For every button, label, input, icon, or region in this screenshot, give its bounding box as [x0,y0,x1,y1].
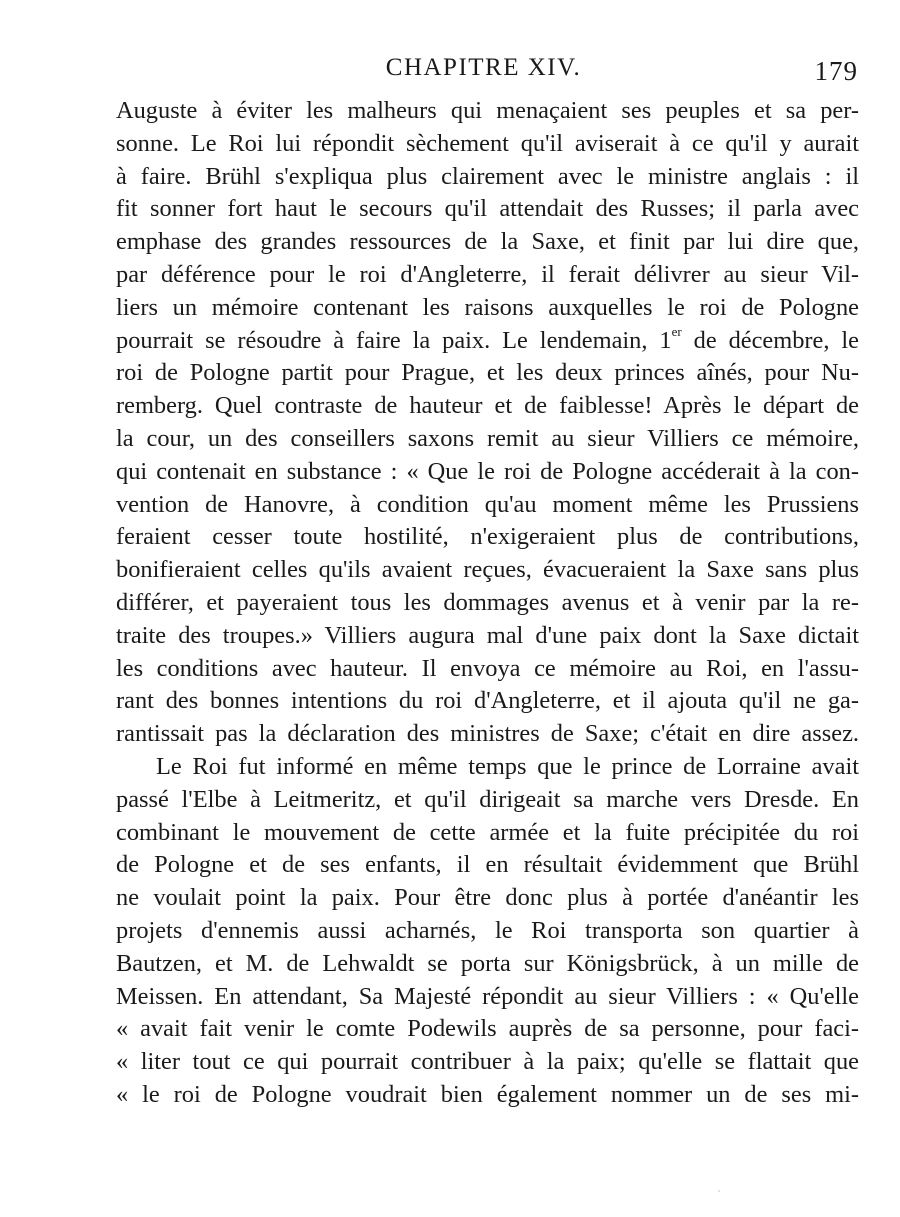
text-line: Auguste à éviter les malheurs qui menaçaient ses peuples et sa per- [116,97,859,124]
text-line: différer, et payeraient tous les dommages avenus et à venir par la re- [116,588,859,616]
text-line: par déférence pour le roi d'Angleterre, il ferait délivrer au sieur Vil- [116,260,859,288]
text-line: fit sonner fort haut le secours qu'il attendait des Russes; il parla avec [116,195,859,223]
text-line: sonne. Le Roi lui répondit sèchement qu'il aviserait à ce qu'il y aurait [116,129,859,157]
paragraph-first-line: Le Roi fut informé en même temps que le prince de Lorraine avait [156,752,859,780]
text-line: « avait fait venir le comte Podewils auprès de sa personne, pour faci- [116,1015,859,1043]
text-line: qui contenait en substance : « Que le roi de Pologne accéderait à la con- [116,457,859,485]
text-line: traite des troupes.» Villiers augura mal d'une paix dont la Saxe dictait [116,621,859,649]
text-segment: pourrait se résoudre à faire la paix. Le lendemain, 1 [116,326,672,354]
text-line: à faire. Brühl s'expliqua plus clairement avec le ministre anglais : il [116,162,859,190]
text-line [116,325,859,358]
text-line: remberg. Quel contraste de hauteur et de faiblesse! Après le départ de [116,392,859,420]
text-line: vention de Hanovre, à condition qu'au moment même les Prussiens [116,490,859,518]
page-number: 179 [814,56,858,86]
text-line: rant des bonnes intentions du roi d'Angleterre, et il ajouta qu'il ne ga- [116,687,859,715]
text-line: liers un mémoire contenant les raisons auxquelles le roi de Pologne [116,293,859,321]
text-line: la cour, un des conseillers saxons remit au sieur Villiers ce mémoire, [116,424,859,452]
text-line: rantissait pas la déclaration des ministres de Saxe; c'était en dire assez. [116,720,859,748]
text-line: bonifieraient celles qu'ils avaient reçues, évacueraient la Saxe sans plus [116,556,859,584]
text-line: roi de Pologne partit pour Prague, et les deux princes aînés, pour Nu- [116,359,859,387]
text-line: « liter tout ce qui pourrait contribuer à la paix; qu'elle se flattait que [116,1048,859,1076]
text-line: Meissen. En attendant, Sa Majesté répondit au sieur Villiers : « Qu'elle [116,982,859,1010]
paper-speck [718,1190,720,1192]
text-line: passé l'Elbe à Leitmeritz, et qu'il dirigeait sa marche vers Dresde. En [116,785,859,813]
text-line: feraient cesser toute hostilité, n'exigeraient plus de contributions, [116,523,859,551]
text-line: combinant le mouvement de cette armée et la fuite précipitée du roi [116,818,859,846]
chapter-title: CHAPITRE XIV. [385,54,582,81]
text-segment: de décembre, le [681,326,859,354]
text-line: de Pologne et de ses enfants, il en résultait évidemment que Brühl [116,851,859,879]
text-line: les conditions avec hauteur. Il envoya ce mémoire au Roi, en l'assu- [116,654,859,682]
text-line: « le roi de Pologne voudrait bien également nommer un de ses mi- [116,1080,859,1108]
text-line: Bautzen, et M. de Lehwaldt se porta sur Königsbrück, à un mille de [116,949,859,977]
ordinal-superscript: er [671,324,682,340]
text-line: projets d'ennemis aussi acharnés, le Roi transporta son quartier à [116,916,859,944]
text-line: ne voulait point la paix. Pour être donc plus à portée d'anéantir les [116,884,859,912]
running-head [0,52,900,88]
body-text [116,95,859,1112]
text-line: emphase des grandes ressources de la Saxe, et finit par lui dire que, [116,228,859,256]
